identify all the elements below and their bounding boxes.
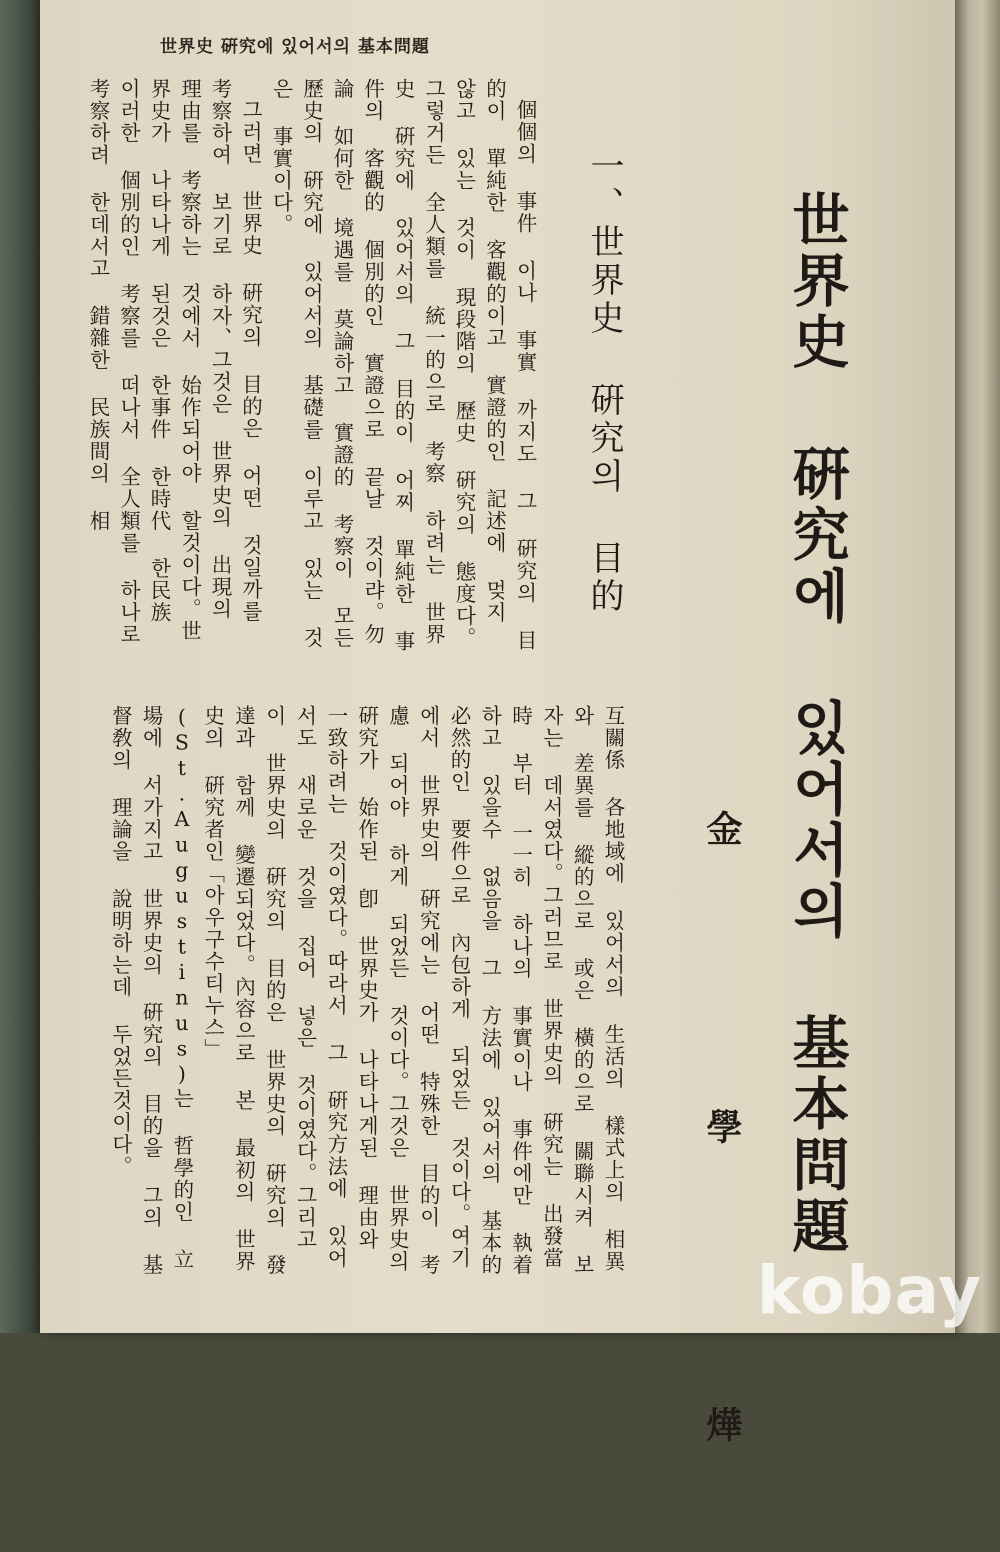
running-head: 世界史 硏究에 있어서의 基本問題 [160,37,430,57]
upper-text-block [86,78,540,653]
lower-text-block [108,705,628,1290]
upper-paragraph-2: 그러면 世界史 硏究의 目的은 어떤 것일까를 考察하여 보기로 하자、그것은 世界史의 出現의 理由를 考察하는 것에서 始作되어야 할것이다。世界史가 나타나게 된것은 한事件 한時代 한民族 이러한 個別的인 考察를 떠나서 全人類를 하나로 考察하려 한데서고 錯雜한 民族間의 相 [86,78,263,646]
article-title: 世界史 硏究에 있어서의 基本問題 [783,190,850,1257]
next-page-edge [955,0,1000,1333]
lower-paragraph-1: 互關係 各地域에 있어서의 生活의 樣式上의 相異와 差異를 縱的으로 或은 橫的으로 關聯시켜 보자는 데서였다。그러므로 世界史의 硏究는 出發當時 부터 一一히 하나의 事實이나 事件에만 執着하고 있을수 없음을 그 方法에 있어서의 基本的 必然的인 要件으로 內包하게 되었든 것이다。여기에서 世界史의 硏究에는 어떤 特殊한 目的이 考慮 되어야 하게 되었든 것이다。그것은 世界史의 硏究가 始作된 卽 世界史가 나타나게된 理由와 一致하려는 것이였다。따라서 그 硏究方法에 있어서도 새로운 것을 집어 넣은 것이였다。그리고 이 世界史의 硏究의 目的은 世界史의 硏究의 發達과 함께 變遷되었다。內容으로 본 最初의 世界史의 硏究者인「아우구수티누스」(St.Augustinus)는 哲學的인 立場에 서가지고 世界史의 硏究의 目的을 그의 基督敎의 理論을 說明하는데 두었든것이다。 [108,705,625,1276]
watermark-logo: kobay [756,1252,982,1329]
section-heading: 一、世界史 硏究의 目的 [584,148,624,616]
left-page-edge [0,0,40,1333]
author-name: 金 學 燁 [701,810,743,1552]
upper-paragraph-1: 個個의 事件 이나 事實 까지도 그 硏究의 目的이 單純한 客觀的이고 實證的인 記述에 멎지 않고 있는 것이 現段階의 歷史 硏究의 態度다。그렇거든 全人類를 統一的으로 考察 하려는 世界史 硏究에 있어서의 그 目的이 어찌 單純한 事件의 客觀的 個別的인 實證으로 끝날 것이랴。勿論 如何한 境遇를 莫論하고 實證的 考察이 모든 歷史의 硏究에 있어서의 基礎를 이루고 있는 것은 事實이다。 [269,78,537,653]
